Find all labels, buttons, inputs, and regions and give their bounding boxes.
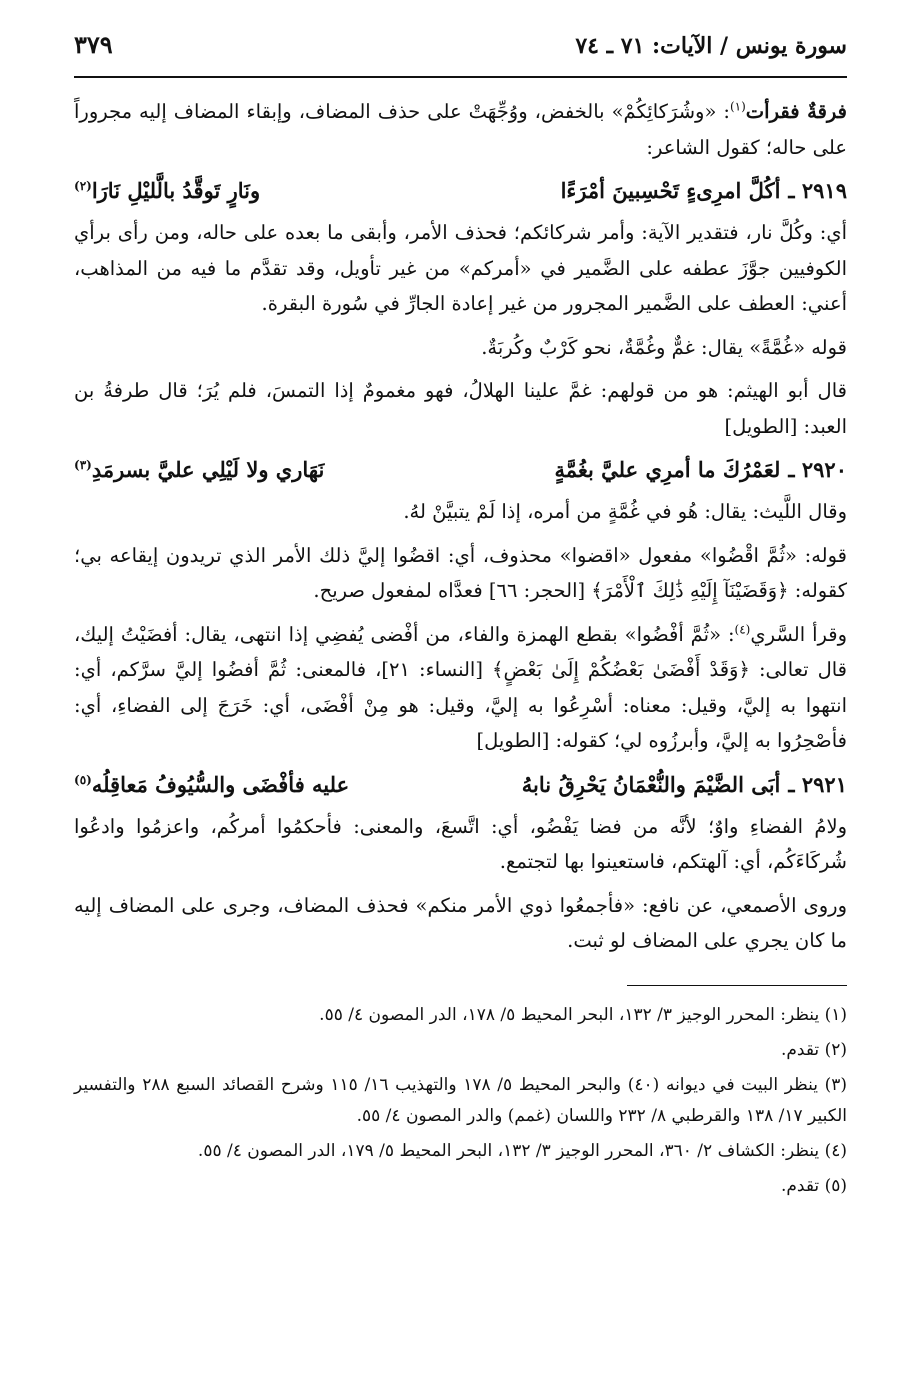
footnote-3: (٣) ينظر البيت في ديوانه (٤٠) والبحر المحيط ٥/ ١٧٨ والتهذيب ١٦/ ١١٥ وشرح القصائد السبع ٢٨٨ والتفسير الكبير ١٧/ ١٣٨ والقرطبي ٨/ ٢٣٢ واللسان (غمم) والدر المصون ٤/ ٥٥. (74, 1074, 848, 1126)
verse-2920 (74, 452, 847, 488)
paragraph-8: ولامُ الفضاءِ واوٌ؛ لأنَّه من فضا يَفْضُو، أي: اتَّسعَ، والمعنى: فأحكمُوا أمركُم، واعزمُوا وادعُوا شُركَاءَكُم، أي: آلهتكم، فاستعينوا بها لتجتمع. (74, 814, 847, 873)
verse-second-hemistich-text: ونَارٍ تَوقَّدُ بالَّليْلِ نَارَا (91, 178, 261, 203)
paragraph-2: أي: وكُلَّ نار، فتقدير الآية: وأمر شركائكم؛ فحذف الأمر، وأبقى ما بعده على حاله، ومن رأى برأي الكوفيين جوَّزَ عطفه على الضَّمير في «أمركم» من غير تأويل، وقد تقدَّم ما فيه من المذاهب، أعني: العطف على الضَّمير المجرور من غير إعادة الجارِّ في سُورة البقرة. (74, 221, 847, 315)
paragraph-5: وقال اللَّيث: يقال: هُو في غُمَّةٍ من أمره، إذا لَمْ يتبيَّنْ لهُ. (403, 500, 847, 523)
verse-second-hemistich-text: عليه فأفْضَى والسُّيُوفُ مَعاقِلُه (91, 771, 350, 797)
verse-first-hemistich: أبَى الضَّيْمَ والنُّعْمَانُ يَحْرِقُ نابهُ (521, 771, 781, 797)
verse-2921 (74, 767, 847, 803)
verse-first-hemistich: لعَمْرُكَ ما أمرِي عليَّ بغُمَّةٍ (554, 457, 781, 482)
footnote-4: (٤) ينظر: الكشاف ٢/ ٣٦٠، المحرر الوجيز ٣/ ١٣٢، البحر المحيط ٥/ ١٧٩، الدر المصون ٤/ ٥٥. (197, 1140, 847, 1161)
page-header (74, 30, 847, 78)
verse-first-hemistich: أكُلَّ امرِىءٍ تَحْسِبينَ أمْرَءًا (560, 178, 781, 203)
footnote-ref-3[interactable]: (٣) (74, 458, 92, 472)
footnote-divider (627, 985, 847, 986)
paragraph-1-lead: فرقةٌ فقرأت (745, 100, 847, 123)
footnote-ref-4[interactable]: (٤) (734, 622, 751, 636)
verse-second-hemistich (74, 173, 403, 209)
footnote-5: (٥) تقدم. (780, 1175, 847, 1196)
verse-number: ٢٩٢٠ ـ (788, 457, 847, 482)
paragraph-1-text: : «وشُرَكائِكُمْ» بالخفض، ووُجِّهَتْ على حذف المضاف، وإبقاء المضاف إليه مجروراً على حاله؛ كقول الشاعر: (74, 100, 847, 159)
footnote-1: (١) ينظر: المحرر الوجيز ٣/ ١٣٢، البحر المحيط ٥/ ١٧٨، الدر المصون ٤/ ٥٥. (319, 1004, 847, 1025)
paragraph-7 (74, 617, 847, 759)
verse-2919 (74, 173, 847, 209)
paragraph-7-text: : «ثُمَّ أفْضُوا» بقطع الهمزة والفاء، من أفْضى يُفضِي إذا انتهى، يقال: أفضَيْتُ إليك، قال تعالى: ﴿وَقَدْ أَفْضَىٰ بَعْضُكُمْ إِلَىٰ بَعْضٍ﴾ [النساء: ٢١]، فالمعنى: ثُمَّ أفضُوا إليَّ سرَّكم، أي: انتهوا به إليَّ، وقيل: معناه: أسْرِعُوا به إليَّ، وقيل: هو مِنْ أفْضَى، أي: خَرَجَ إلى الفضاءِ، أي: فأصْحِرُوا به إليَّ، وأبرزُوه لي؛ كقوله: [الطويل] (74, 622, 847, 752)
page-number: ٣٧٩ (74, 30, 113, 59)
paragraph-4: قال أبو الهيثم: هو من قولهم: غمَّ علينا الهلالُ، فهو مغمومٌ إذا التمسَ، فلم يُرَ؛ قال طرفةُ بن العبد: [الطويل] (74, 379, 847, 438)
footnote-ref-5[interactable]: (٥) (74, 772, 92, 787)
verse-number: ٢٩١٩ ـ (788, 178, 847, 203)
paragraph-9: وروى الأصمعي، عن نافع: «فأجمعُوا ذوي الأمر منكم» فحذف المضاف، وجرى على المضاف إليه ما كان يجري على المضاف لو ثبت. (74, 893, 847, 952)
footnote-ref-1[interactable]: (١) (729, 99, 746, 114)
verse-number: ٢٩٢١ ـ (788, 771, 847, 797)
verse-second-hemistich (74, 452, 403, 488)
paragraph-1 (74, 94, 847, 165)
verse-second-hemistich (74, 767, 403, 803)
paragraph-3: قوله «غُمَّةً» يقال: غمٌّ وغُمَّةٌ، نحو كَرْبٌ وكُربَةٌ. (481, 335, 847, 359)
paragraph-7-lead: وقرأ السَّري (750, 622, 847, 646)
footnote-2: (٢) تقدم. (780, 1039, 847, 1060)
footnotes (74, 1000, 847, 1202)
paragraph-6: قوله: «ثُمَّ اقْضُوا» مفعول «اقضوا» محذوف، أي: اقضُوا إليَّ ذلك الأمر الذي تريدون إيقاعه بي؛ كقوله: ﴿وَقَضَيْنَآ إِلَيْهِ ذَٰلِكَ ٱلْأَمْرَ﴾ [الحجر: ٦٦] فعدَّاه لمفعول صريح. (74, 543, 847, 602)
footnote-ref-2[interactable]: (٢) (74, 179, 92, 193)
running-title: سورة يونس / الآيات: ٧١ ـ ٧٤ (575, 33, 847, 59)
verse-second-hemistich-text: نَهَاري ولا لَيْلِي عليَّ بسرمَدِ (91, 457, 325, 482)
